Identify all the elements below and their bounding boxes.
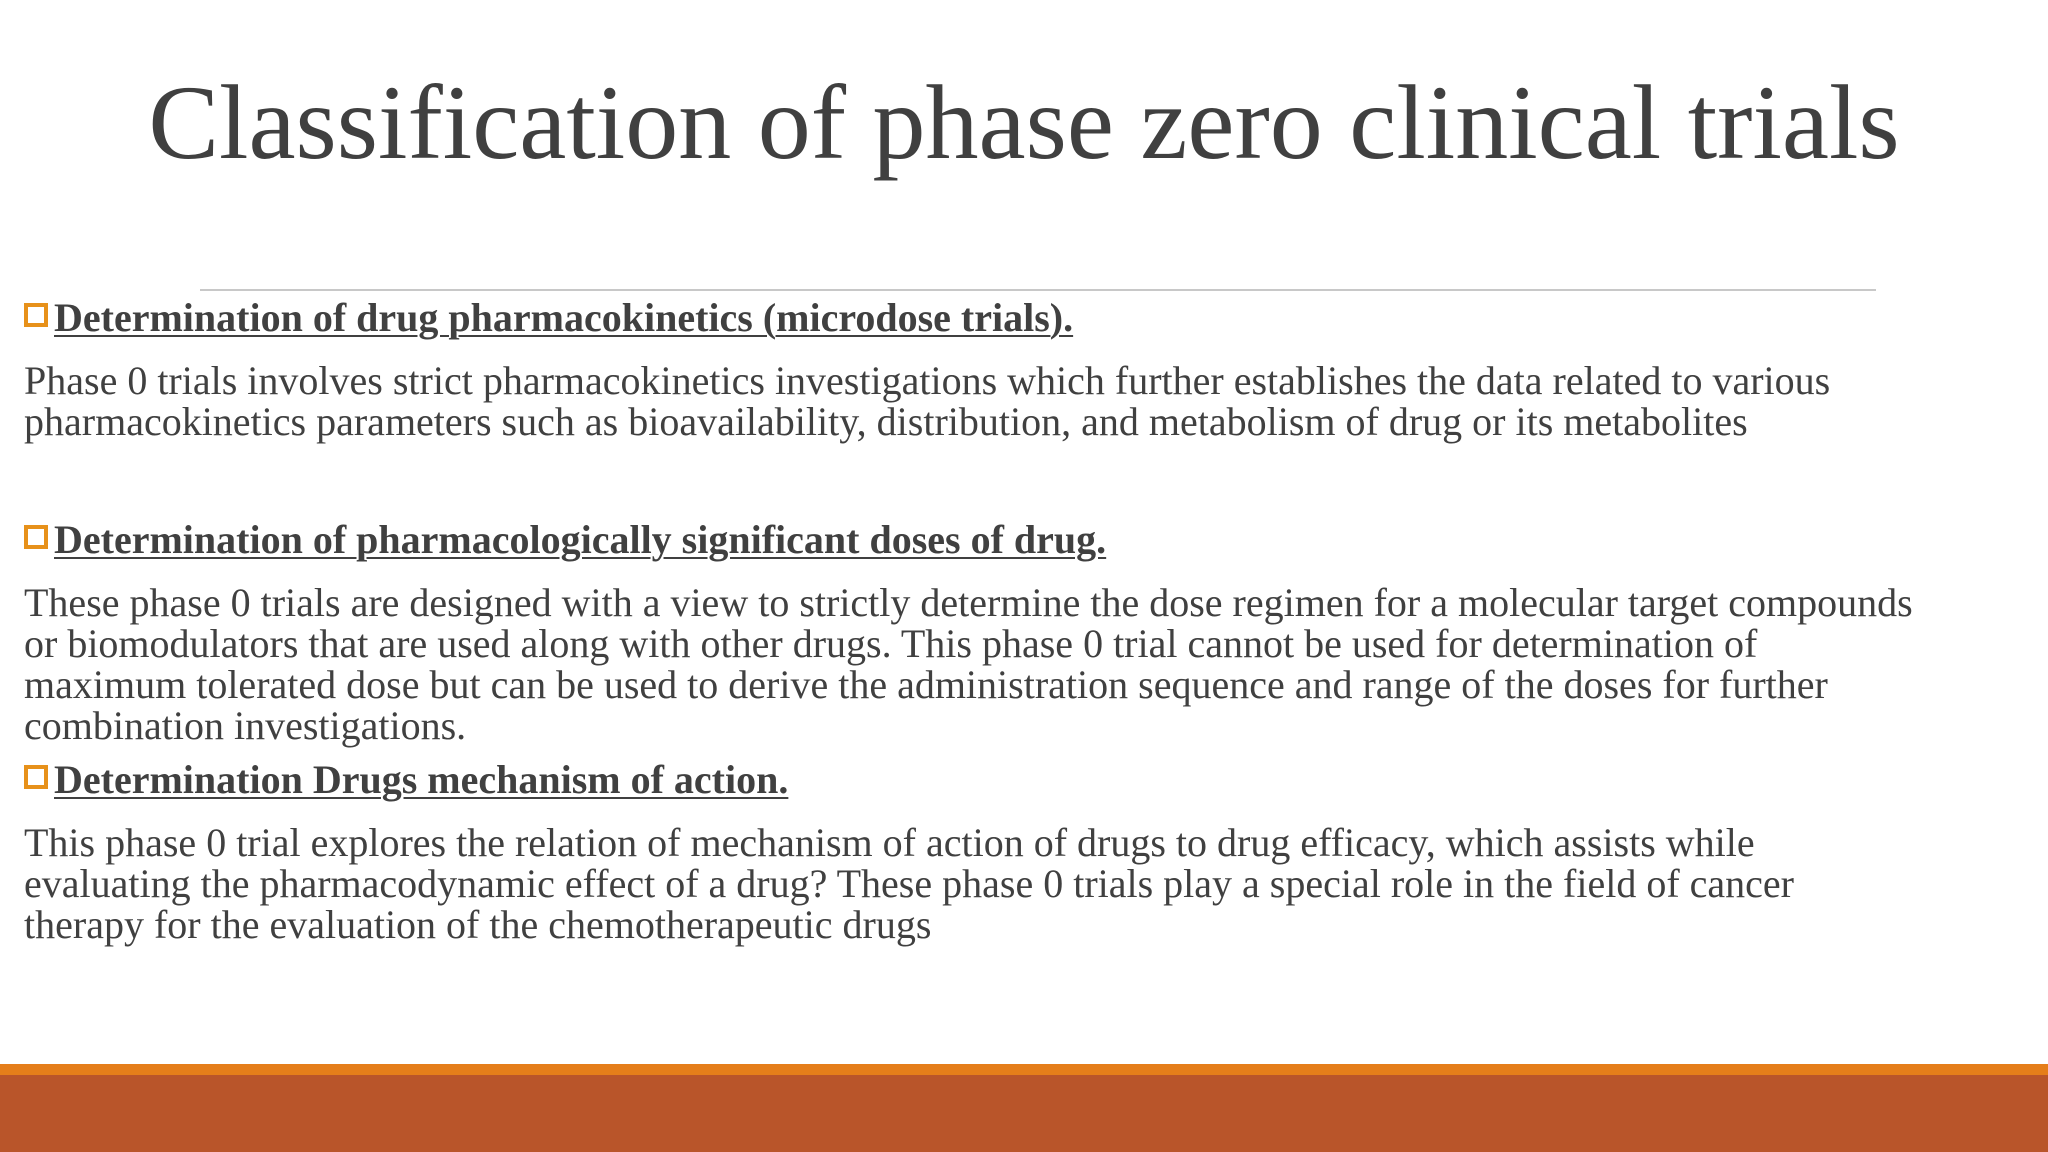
section-body <box>24 582 2040 746</box>
section-pharmacokinetics <box>24 290 2040 442</box>
section-heading-row <box>24 752 2040 806</box>
footer-accent-stripe <box>0 1064 2048 1075</box>
body-line: evaluating the pharmacodynamic effect of a drug? These phase 0 trials play a special role in the field of cancer <box>24 861 1794 906</box>
section-body <box>24 360 2040 442</box>
body-line: or biomodulators that are used along with other drugs. This phase 0 trial cannot be used for determination of <box>24 621 1758 666</box>
body-line: This phase 0 trial explores the relation of mechanism of action of drugs to drug efficacy, which assists while <box>24 820 1755 865</box>
hollow-square-bullet-icon <box>24 765 48 789</box>
hollow-square-bullet-icon <box>24 303 48 327</box>
body-line: These phase 0 trials are designed with a view to strictly determine the dose regimen for a molecular target compounds <box>24 580 1913 625</box>
section-body <box>24 822 2040 945</box>
section-heading: Determination of drug pharmacokinetics (microdose trials). <box>54 294 1074 340</box>
section-significant-doses <box>24 512 2040 746</box>
slide-title: Classification of phase zero clinical trials <box>148 64 1900 181</box>
section-heading: Determination of pharmacologically significant doses of drug. <box>54 516 1107 562</box>
hollow-square-bullet-icon <box>24 525 48 549</box>
section-mechanism-of-action <box>24 752 2040 945</box>
section-heading-row <box>24 512 2040 566</box>
body-line: combination investigations. <box>24 703 467 748</box>
body-line: maximum tolerated dose but can be used to derive the administration sequence and range of the doses for further <box>24 662 1828 707</box>
footer-bar <box>0 1075 2048 1152</box>
body-line: pharmacokinetics parameters such as bioavailability, distribution, and metabolism of drug or its metabolites <box>24 399 1748 444</box>
slide-content <box>24 290 2040 945</box>
section-heading-row <box>24 290 2040 344</box>
body-line: Phase 0 trials involves strict pharmacokinetics investigations which further establishes the data related to various <box>24 358 1831 403</box>
body-line: therapy for the evaluation of the chemotherapeutic drugs <box>24 902 932 947</box>
section-heading: Determination Drugs mechanism of action. <box>54 756 789 802</box>
